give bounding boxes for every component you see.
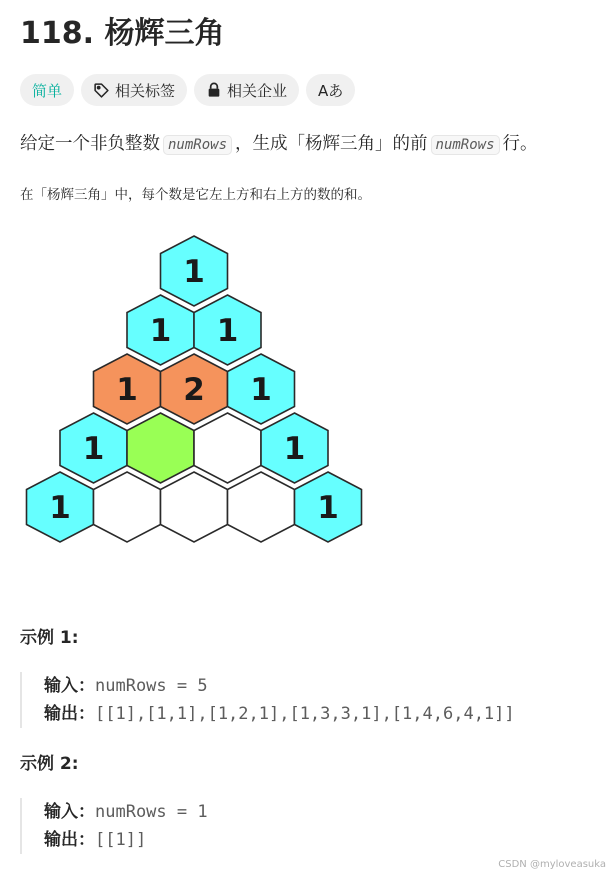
output-label: 输出： (44, 830, 95, 850)
difficulty-label: 简单 (32, 81, 63, 100)
companies-label: 相关企业 (227, 81, 288, 100)
topics-label: 相关标签 (115, 81, 176, 100)
output-label: 输出： (44, 704, 95, 724)
triangle-cell (194, 413, 261, 483)
statement-part: 行。 (502, 134, 538, 154)
tag-icon (93, 82, 110, 99)
triangle-cell (94, 472, 161, 542)
statement-part: 给定一个非负整数 (20, 134, 160, 154)
example-1-title: 示例 1: (20, 628, 79, 648)
companies-tag-button[interactable] (194, 74, 299, 106)
page-title: 118. 杨辉三角 (20, 16, 225, 51)
triangle-cell-value: 1 (183, 254, 205, 290)
pascal-triangle-illustration (0, 210, 400, 570)
translate-button[interactable] (306, 74, 355, 106)
difficulty-tag[interactable] (20, 74, 74, 106)
input-label: 输入： (44, 802, 95, 822)
translate-icon: Aあ (318, 81, 344, 100)
triangle-cell-value: 1 (216, 313, 239, 349)
inline-code: numRows (431, 135, 500, 155)
output-value: [[1],[1,1],[1,2,1],[1,3,3,1],[1,4,6,4,1]] (95, 704, 515, 724)
input-value: numRows = 1 (95, 802, 208, 822)
problem-note: 在「杨辉三角」中，每个数是它左上方和右上方的数的和。 (20, 187, 371, 203)
lock-icon (206, 82, 222, 98)
triangle-cell-value: 1 (149, 313, 172, 349)
triangle-cell-value: 1 (116, 372, 138, 408)
triangle-cell-value: 1 (250, 372, 272, 408)
input-value: numRows = 5 (95, 676, 208, 696)
triangle-cell-value: 1 (82, 431, 105, 467)
example-2-block (20, 798, 208, 854)
watermark: CSDN @myloveasuka (498, 859, 606, 870)
example-1-block (20, 672, 515, 728)
tag-bar (20, 74, 355, 106)
statement-part: ，生成「杨辉三角」的前 (235, 134, 428, 154)
problem-statement (20, 130, 538, 159)
triangle-cell-value: 1 (49, 490, 71, 526)
inline-code: numRows (163, 135, 232, 155)
topics-tag-button[interactable] (81, 74, 187, 106)
output-value: [[1]] (95, 830, 147, 850)
triangle-cell (161, 472, 228, 542)
triangle-cell-value: 2 (183, 372, 205, 408)
triangle-cell-value: 1 (283, 431, 306, 467)
triangle-cell-value: 1 (317, 490, 339, 526)
example-2-title: 示例 2: (20, 754, 79, 774)
input-label: 输入： (44, 676, 95, 696)
triangle-cell (228, 472, 295, 542)
triangle-cell (127, 413, 194, 483)
